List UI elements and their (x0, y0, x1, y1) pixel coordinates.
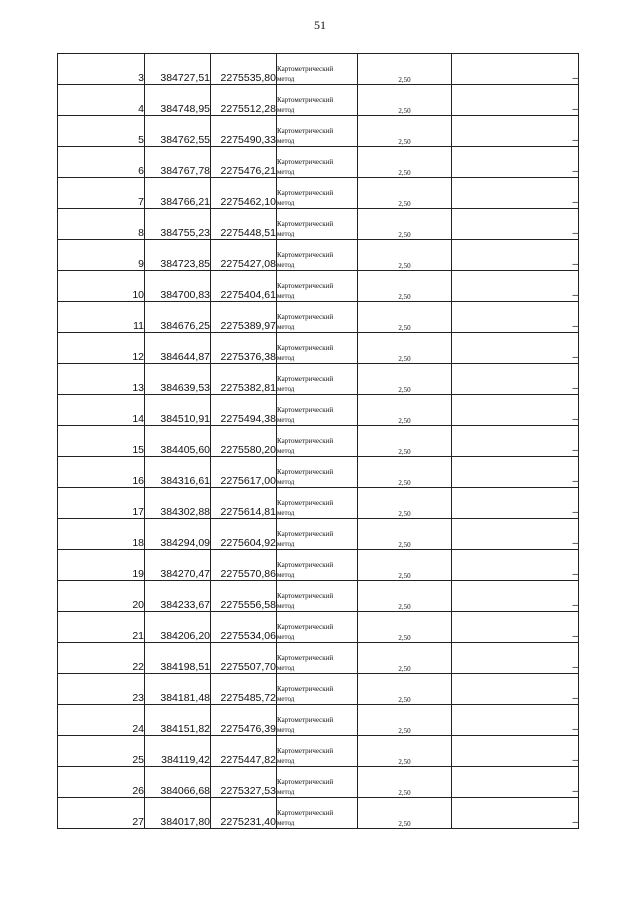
y-coordinate-cell: 2275604,92 (211, 519, 277, 550)
note-cell: – (452, 674, 579, 705)
accuracy-cell: 2,50 (358, 550, 452, 581)
table-row (58, 271, 579, 302)
table-row (58, 395, 579, 426)
x-coordinate-cell: 384316,61 (145, 457, 211, 488)
method-cell (277, 736, 358, 767)
point-number-cell: 22 (58, 643, 145, 674)
accuracy-cell: 2,50 (358, 705, 452, 736)
method-cell (277, 581, 358, 612)
method-text: Картометрический метод (277, 158, 334, 176)
y-coordinate-cell: 2275427,08 (211, 240, 277, 271)
x-coordinate-cell: 384066,68 (145, 767, 211, 798)
method-text: Картометрический метод (277, 406, 334, 424)
table-row (58, 302, 579, 333)
y-coordinate-cell: 2275580,20 (211, 426, 277, 457)
table-row (58, 364, 579, 395)
method-cell (277, 705, 358, 736)
method-text: Картометрический метод (277, 623, 334, 641)
note-cell: – (452, 457, 579, 488)
method-text: Картометрический метод (277, 530, 334, 548)
method-text: Картометрический метод (277, 468, 334, 486)
point-number-cell: 21 (58, 612, 145, 643)
note-cell: – (452, 178, 579, 209)
table-row (58, 519, 579, 550)
x-coordinate-cell: 384017,80 (145, 798, 211, 829)
accuracy-cell: 2,50 (358, 736, 452, 767)
x-coordinate-cell: 384302,88 (145, 488, 211, 519)
method-text: Картометрический метод (277, 282, 334, 300)
point-number-cell: 3 (58, 54, 145, 85)
table-row (58, 209, 579, 240)
accuracy-cell: 2,50 (358, 612, 452, 643)
x-coordinate-cell: 384767,78 (145, 147, 211, 178)
y-coordinate-cell: 2275476,39 (211, 705, 277, 736)
note-cell: – (452, 54, 579, 85)
method-cell (277, 798, 358, 829)
x-coordinate-cell: 384233,67 (145, 581, 211, 612)
table-row (58, 426, 579, 457)
method-text: Картометрический метод (277, 778, 334, 796)
accuracy-cell: 2,50 (358, 488, 452, 519)
method-cell (277, 85, 358, 116)
note-cell: – (452, 116, 579, 147)
y-coordinate-cell: 2275614,81 (211, 488, 277, 519)
x-coordinate-cell: 384405,60 (145, 426, 211, 457)
point-number-cell: 23 (58, 674, 145, 705)
y-coordinate-cell: 2275462,10 (211, 178, 277, 209)
point-number-cell: 24 (58, 705, 145, 736)
method-text: Картометрический метод (277, 127, 334, 145)
y-coordinate-cell: 2275507,70 (211, 643, 277, 674)
note-cell: – (452, 364, 579, 395)
point-number-cell: 15 (58, 426, 145, 457)
x-coordinate-cell: 384748,95 (145, 85, 211, 116)
method-cell (277, 302, 358, 333)
method-cell (277, 426, 358, 457)
accuracy-cell: 2,50 (358, 581, 452, 612)
method-text: Картометрический метод (277, 220, 334, 238)
method-cell (277, 147, 358, 178)
point-number-cell: 11 (58, 302, 145, 333)
note-cell: – (452, 85, 579, 116)
note-cell: – (452, 550, 579, 581)
accuracy-cell: 2,50 (358, 364, 452, 395)
method-cell (277, 240, 358, 271)
method-cell (277, 612, 358, 643)
method-text: Картометрический метод (277, 499, 334, 517)
y-coordinate-cell: 2275476,21 (211, 147, 277, 178)
method-cell (277, 488, 358, 519)
table-row (58, 488, 579, 519)
x-coordinate-cell: 384294,09 (145, 519, 211, 550)
method-cell (277, 519, 358, 550)
method-text: Картометрический метод (277, 685, 334, 703)
table-row (58, 798, 579, 829)
y-coordinate-cell: 2275485,72 (211, 674, 277, 705)
point-number-cell: 9 (58, 240, 145, 271)
point-number-cell: 18 (58, 519, 145, 550)
method-text: Картометрический метод (277, 561, 334, 579)
table-row (58, 147, 579, 178)
accuracy-cell: 2,50 (358, 116, 452, 147)
table-row (58, 116, 579, 147)
method-cell (277, 178, 358, 209)
point-number-cell: 5 (58, 116, 145, 147)
note-cell: – (452, 209, 579, 240)
x-coordinate-cell: 384723,85 (145, 240, 211, 271)
table-row (58, 85, 579, 116)
method-cell (277, 457, 358, 488)
note-cell: – (452, 798, 579, 829)
accuracy-cell: 2,50 (358, 333, 452, 364)
accuracy-cell: 2,50 (358, 798, 452, 829)
table-row (58, 333, 579, 364)
x-coordinate-cell: 384676,25 (145, 302, 211, 333)
x-coordinate-cell: 384762,55 (145, 116, 211, 147)
y-coordinate-cell: 2275512,28 (211, 85, 277, 116)
method-text: Картометрический метод (277, 313, 334, 331)
accuracy-cell: 2,50 (358, 643, 452, 674)
method-cell (277, 54, 358, 85)
method-cell (277, 333, 358, 364)
x-coordinate-cell: 384700,83 (145, 271, 211, 302)
method-cell (277, 209, 358, 240)
method-cell (277, 395, 358, 426)
method-text: Картометрический метод (277, 189, 334, 207)
table-row (58, 736, 579, 767)
table-row (58, 643, 579, 674)
accuracy-cell: 2,50 (358, 457, 452, 488)
point-number-cell: 16 (58, 457, 145, 488)
note-cell: – (452, 488, 579, 519)
method-text: Картометрический метод (277, 654, 334, 672)
accuracy-cell: 2,50 (358, 209, 452, 240)
accuracy-cell: 2,50 (358, 85, 452, 116)
point-number-cell: 14 (58, 395, 145, 426)
x-coordinate-cell: 384151,82 (145, 705, 211, 736)
accuracy-cell: 2,50 (358, 271, 452, 302)
y-coordinate-cell: 2275376,38 (211, 333, 277, 364)
table-row (58, 54, 579, 85)
accuracy-cell: 2,50 (358, 426, 452, 457)
table-row (58, 550, 579, 581)
y-coordinate-cell: 2275556,58 (211, 581, 277, 612)
accuracy-cell: 2,50 (358, 54, 452, 85)
table-row (58, 178, 579, 209)
coordinates-table (57, 53, 579, 829)
x-coordinate-cell: 384119,42 (145, 736, 211, 767)
point-number-cell: 19 (58, 550, 145, 581)
table-row (58, 705, 579, 736)
y-coordinate-cell: 2275570,86 (211, 550, 277, 581)
y-coordinate-cell: 2275404,61 (211, 271, 277, 302)
point-number-cell: 12 (58, 333, 145, 364)
accuracy-cell: 2,50 (358, 395, 452, 426)
table-row (58, 612, 579, 643)
point-number-cell: 10 (58, 271, 145, 302)
accuracy-cell: 2,50 (358, 302, 452, 333)
method-cell (277, 116, 358, 147)
method-cell (277, 643, 358, 674)
point-number-cell: 25 (58, 736, 145, 767)
note-cell: – (452, 736, 579, 767)
y-coordinate-cell: 2275327,53 (211, 767, 277, 798)
note-cell: – (452, 643, 579, 674)
note-cell: – (452, 302, 579, 333)
method-cell (277, 767, 358, 798)
table-row (58, 240, 579, 271)
y-coordinate-cell: 2275535,80 (211, 54, 277, 85)
y-coordinate-cell: 2275534,06 (211, 612, 277, 643)
y-coordinate-cell: 2275447,82 (211, 736, 277, 767)
table-row (58, 674, 579, 705)
y-coordinate-cell: 2275490,33 (211, 116, 277, 147)
method-text: Картометрический метод (277, 96, 334, 114)
method-text: Картометрический метод (277, 747, 334, 765)
note-cell: – (452, 333, 579, 364)
accuracy-cell: 2,50 (358, 767, 452, 798)
y-coordinate-cell: 2275382,81 (211, 364, 277, 395)
x-coordinate-cell: 384198,51 (145, 643, 211, 674)
method-cell (277, 271, 358, 302)
x-coordinate-cell: 384270,47 (145, 550, 211, 581)
x-coordinate-cell: 384639,53 (145, 364, 211, 395)
accuracy-cell: 2,50 (358, 178, 452, 209)
point-number-cell: 7 (58, 178, 145, 209)
method-text: Картометрический метод (277, 716, 334, 734)
note-cell: – (452, 395, 579, 426)
y-coordinate-cell: 2275389,97 (211, 302, 277, 333)
x-coordinate-cell: 384644,87 (145, 333, 211, 364)
method-cell (277, 550, 358, 581)
method-text: Картометрический метод (277, 592, 334, 610)
method-cell (277, 364, 358, 395)
accuracy-cell: 2,50 (358, 147, 452, 178)
method-text: Картометрический метод (277, 65, 334, 83)
note-cell: – (452, 519, 579, 550)
method-text: Картометрический метод (277, 375, 334, 393)
point-number-cell: 4 (58, 85, 145, 116)
y-coordinate-cell: 2275494,38 (211, 395, 277, 426)
table-row (58, 457, 579, 488)
point-number-cell: 13 (58, 364, 145, 395)
note-cell: – (452, 147, 579, 178)
y-coordinate-cell: 2275448,51 (211, 209, 277, 240)
x-coordinate-cell: 384510,91 (145, 395, 211, 426)
table-row (58, 767, 579, 798)
note-cell: – (452, 426, 579, 457)
point-number-cell: 26 (58, 767, 145, 798)
method-text: Картометрический метод (277, 344, 334, 362)
note-cell: – (452, 240, 579, 271)
point-number-cell: 6 (58, 147, 145, 178)
x-coordinate-cell: 384181,48 (145, 674, 211, 705)
method-text: Картометрический метод (277, 251, 334, 269)
point-number-cell: 20 (58, 581, 145, 612)
note-cell: – (452, 612, 579, 643)
y-coordinate-cell: 2275617,00 (211, 457, 277, 488)
x-coordinate-cell: 384766,21 (145, 178, 211, 209)
accuracy-cell: 2,50 (358, 240, 452, 271)
coordinates-table-body (58, 54, 579, 829)
point-number-cell: 8 (58, 209, 145, 240)
method-text: Картометрический метод (277, 437, 334, 455)
y-coordinate-cell: 2275231,40 (211, 798, 277, 829)
x-coordinate-cell: 384755,23 (145, 209, 211, 240)
note-cell: – (452, 767, 579, 798)
accuracy-cell: 2,50 (358, 674, 452, 705)
note-cell: – (452, 705, 579, 736)
x-coordinate-cell: 384206,20 (145, 612, 211, 643)
method-text: Картометрический метод (277, 809, 334, 827)
method-cell (277, 674, 358, 705)
table-row (58, 581, 579, 612)
point-number-cell: 27 (58, 798, 145, 829)
note-cell: – (452, 581, 579, 612)
point-number-cell: 17 (58, 488, 145, 519)
note-cell: – (452, 271, 579, 302)
page-number: 51 (314, 18, 326, 32)
x-coordinate-cell: 384727,51 (145, 54, 211, 85)
accuracy-cell: 2,50 (358, 519, 452, 550)
